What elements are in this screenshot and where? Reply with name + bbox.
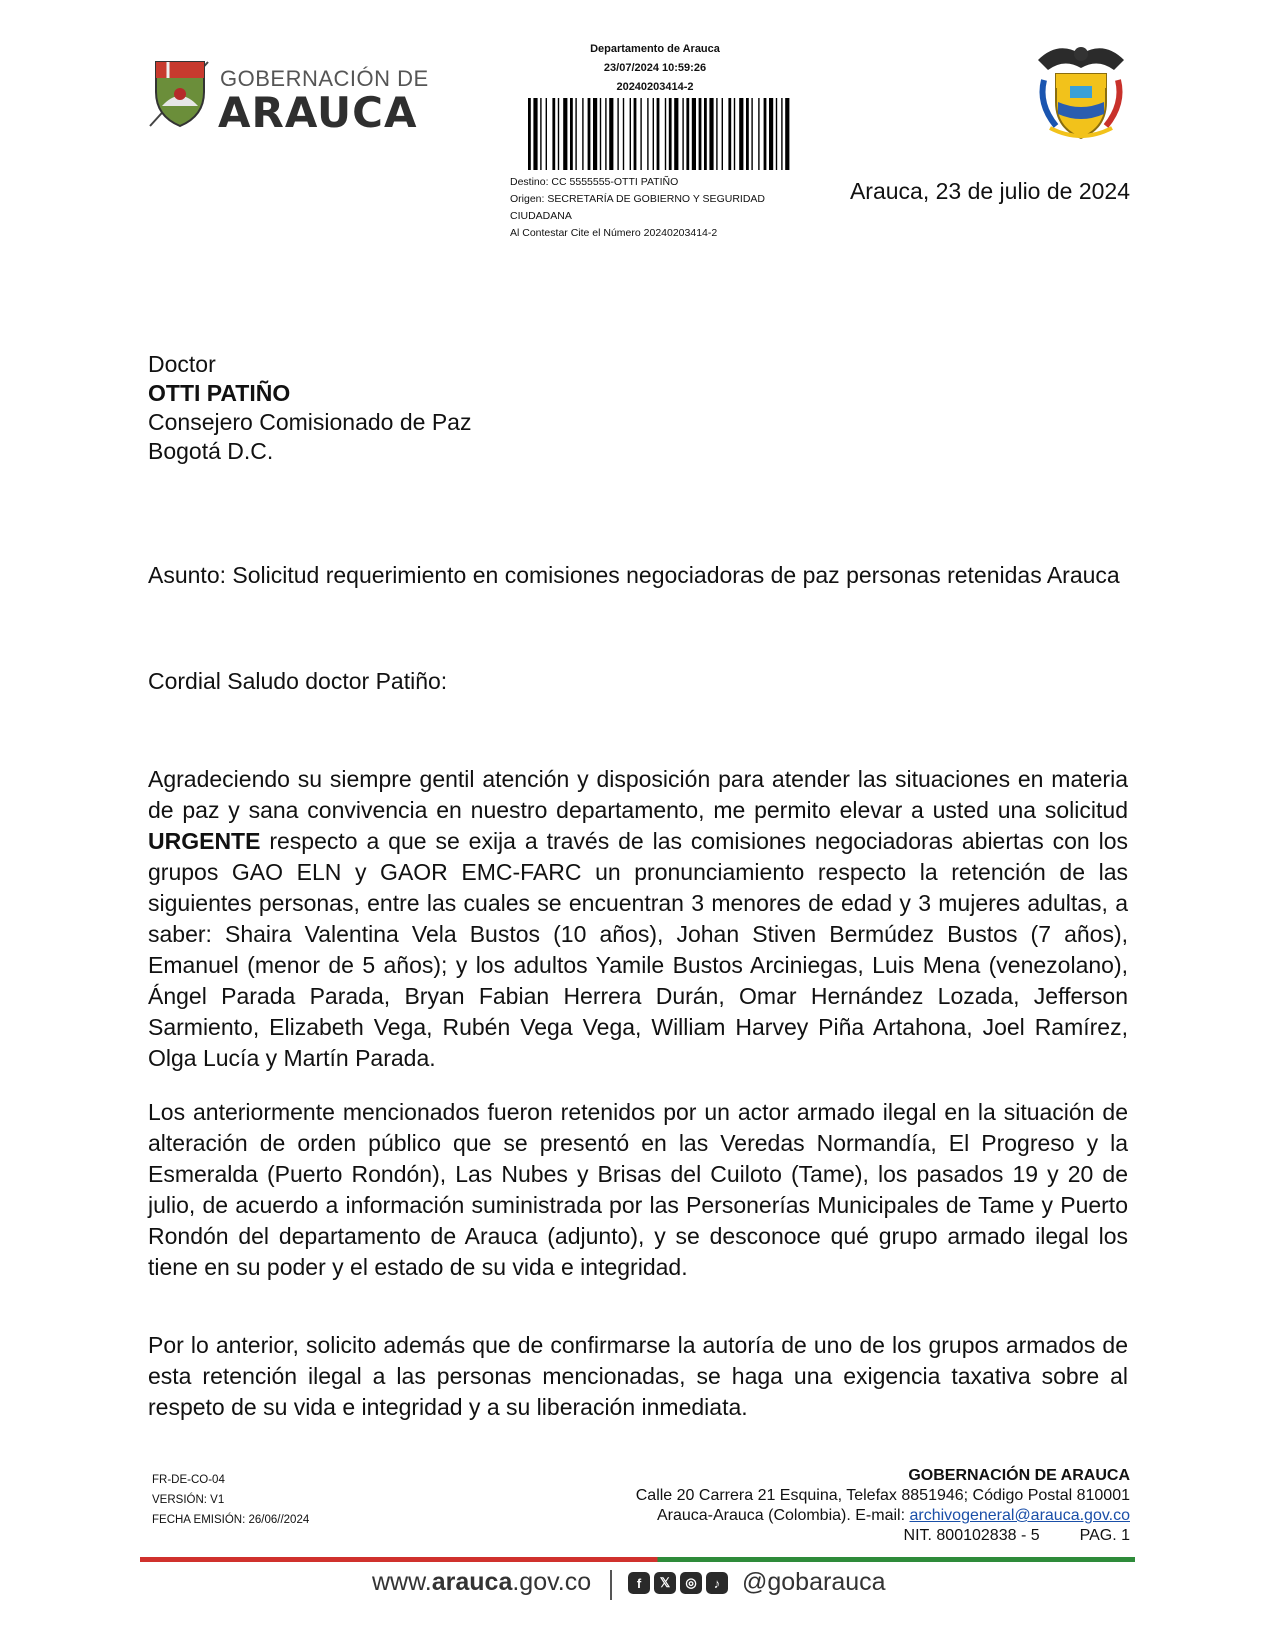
barcode-bar xyxy=(722,98,723,170)
barcode-bar xyxy=(682,98,683,170)
website-link[interactable] xyxy=(372,1568,591,1597)
barcode-bar xyxy=(552,98,555,170)
barcode-bar xyxy=(704,98,707,170)
barcode-bar xyxy=(653,98,654,170)
barcode-bar xyxy=(634,98,637,170)
web-domain: arauca xyxy=(431,1568,513,1596)
barcode-bar xyxy=(605,98,606,170)
footer-org: GOBERNACIÓN DE ARAUCA xyxy=(908,1467,1130,1484)
barcode-bar xyxy=(640,98,641,170)
barcode-bar xyxy=(686,98,689,170)
barcode-bar xyxy=(751,98,752,170)
paragraph-1 xyxy=(148,764,1128,1074)
barcode-bar xyxy=(570,98,573,170)
barcode-bar xyxy=(582,98,583,170)
barcode-bar xyxy=(674,98,678,170)
email-link[interactable]: archivogeneral@arauca.gov.co xyxy=(909,1507,1130,1524)
shield-icon xyxy=(148,56,212,128)
barcode-bar xyxy=(540,98,541,170)
barcode-bar xyxy=(739,98,743,170)
barcode-bar xyxy=(657,98,660,170)
stamp-cite: Al Contestar Cite el Número 20240203414-2 xyxy=(510,227,718,239)
page-number: PAG. 1 xyxy=(1079,1527,1130,1544)
coat-of-arms-icon xyxy=(1028,40,1134,146)
barcode-bar xyxy=(546,98,547,170)
barcode-icon xyxy=(526,98,790,170)
footer-city-email xyxy=(636,1506,1130,1526)
barcode-bar xyxy=(709,98,713,170)
addressee-title: Doctor xyxy=(148,351,216,377)
barcode-bar xyxy=(769,98,773,170)
color-stripe xyxy=(140,1557,1135,1562)
addressee-block xyxy=(148,350,471,466)
stamp-meta xyxy=(510,174,800,242)
logo-subtitle: GOBERNACIÓN DE xyxy=(220,66,429,91)
barcode-bar xyxy=(785,98,789,170)
barcode-bar xyxy=(593,98,597,170)
document-control-info xyxy=(152,1470,309,1530)
paragraph-1-text-a: Agradeciendo su siempre gentil atención y disposición para atender las situaciones en materia de paz y sana convivencia en nuestro departamento, me permito elevar a usted una solicitud xyxy=(148,766,1128,823)
stamp-origen: Origen: SECRETARÍA DE GOBIERNO Y SEGURIDAD xyxy=(510,193,765,205)
stamp-department: Departamento de Arauca xyxy=(590,43,720,55)
barcode-bar xyxy=(746,98,749,170)
barcode-bar xyxy=(563,98,567,170)
barcode-bar xyxy=(758,98,759,170)
contact-info xyxy=(636,1466,1130,1546)
addressee-role: Consejero Comisionado de Paz xyxy=(148,409,472,435)
barcode-bar xyxy=(609,98,613,170)
arauca-logo xyxy=(148,56,429,137)
form-emission-date: FECHA EMISIÓN: 26/06//2024 xyxy=(152,1514,310,1526)
social-icons xyxy=(628,1572,728,1594)
subject-line: Asunto: Solicitud requerimiento en comisiones negociadoras de paz personas retenidas Arauca xyxy=(148,562,1120,588)
footer-city: Arauca-Arauca (Colombia). E-mail: xyxy=(656,1507,910,1524)
barcode-bar xyxy=(617,98,618,170)
barcode-bar xyxy=(734,98,735,170)
stamp-destino: Destino: CC 5555555-OTTI PATIÑO xyxy=(510,176,679,188)
x-icon[interactable]: 𝕏 xyxy=(654,1572,676,1594)
footer-divider xyxy=(610,1570,612,1600)
stamp-origen-cont: CIUDADANA xyxy=(510,210,572,222)
barcode-bar xyxy=(669,98,672,170)
barcode-bar xyxy=(630,98,631,170)
web-suffix: .gov.co xyxy=(512,1568,592,1596)
barcode-bar xyxy=(699,98,702,170)
form-version: VERSIÓN: V1 xyxy=(152,1494,225,1506)
barcode-bar xyxy=(665,98,666,170)
barcode-bar xyxy=(575,98,576,170)
social-handle[interactable]: @gobarauca xyxy=(742,1568,886,1596)
form-code: FR-DE-CO-04 xyxy=(152,1474,225,1486)
stamp-datetime: 23/07/2024 10:59:26 xyxy=(603,62,707,74)
barcode-bar xyxy=(623,98,624,170)
footer-address: Calle 20 Carrera 21 Esquina, Telefax 8851946; Código Postal 810001 xyxy=(635,1487,1130,1504)
barcode-bar xyxy=(692,98,696,170)
logo-title: ARAUCA xyxy=(218,88,418,137)
barcode-bar xyxy=(776,98,777,170)
barcode-bar xyxy=(716,98,717,170)
paragraph-3: Por lo anterior, solicito además que de confirmarse la autoría de uno de los grupos armados de esta retención ilegal a las personas mencionadas, se haga una exigencia taxativa sobre al respeto de su vida e integridad y a su liberación inmediata. xyxy=(148,1332,1128,1420)
barcode-bar xyxy=(528,98,531,170)
paragraph-2: Los anteriormente mencionados fueron retenidos por un actor armado ilegal en la situación de alteración de orden público que se presentó en las Veredas Normandía, El Progreso y la Esmeralda (Puerto Rondón), Las Nubes y Brisas del Cuiloto (Tame), los pasados 19 y 20 de julio, de acuerdo a información suministrada por las Personerías Municipales de Tame y Puerto Rondón del departamento de Arauca (adjunto), y se desconoce qué grupo armado ilegal los tiene en su poder y el estado de su vida e integridad. xyxy=(148,1099,1128,1280)
radicado-stamp xyxy=(510,40,800,97)
letter-date: Arauca, 23 de julio de 2024 xyxy=(849,178,1130,204)
barcode-bar xyxy=(728,98,731,170)
barcode-bar xyxy=(533,98,537,170)
barcode-bar xyxy=(558,98,559,170)
paragraph-1-text-b: respecto a que se exija a través de las comisiones negociadoras abiertas con los grupos GAO ELN y GAOR EMC-FARC un pronunciamiento respecto la retención de las siguientes personas, entre las cuales se encuentran 3 menores de edad y 3 mujeres adultas, a saber: Shaira Valentina Vela Bustos (10 años), Johan Stiven Bermúdez Bustos (7 años), Emanuel (menor de 5 años); y los adultos Yamile Bustos Arciniegas, Luis Mena (venezolano), Ángel Parada Parada, Bryan Fabian Herrera Durán, Omar Hernández Lozada, Jefferson Sarmiento, Elizabeth Vega, Rubén Vega Vega, William Harvey Piña Artahona, Joel Ramírez, Olga Lucía y Martín Parada. xyxy=(148,828,1128,1071)
barcode-bar xyxy=(781,98,782,170)
footer-nit-page xyxy=(636,1526,1130,1546)
addressee-city: Bogotá D.C. xyxy=(148,438,274,464)
web-prefix: www. xyxy=(372,1568,432,1596)
tiktok-icon[interactable]: ♪ xyxy=(706,1572,728,1594)
barcode-bar xyxy=(600,98,601,170)
barcode-bar xyxy=(588,98,591,170)
stamp-number: 20240203414-2 xyxy=(616,81,694,93)
facebook-icon[interactable]: f xyxy=(628,1572,650,1594)
footer-nit: NIT. 800102838 - 5 xyxy=(903,1527,1040,1544)
barcode-bar xyxy=(764,98,767,170)
urgent-emphasis: URGENTE xyxy=(148,828,261,854)
barcode-bar xyxy=(647,98,648,170)
greeting: Cordial Saludo doctor Patiño: xyxy=(148,668,448,694)
addressee-name: OTTI PATIÑO xyxy=(148,380,291,406)
instagram-icon[interactable]: ◎ xyxy=(680,1572,702,1594)
